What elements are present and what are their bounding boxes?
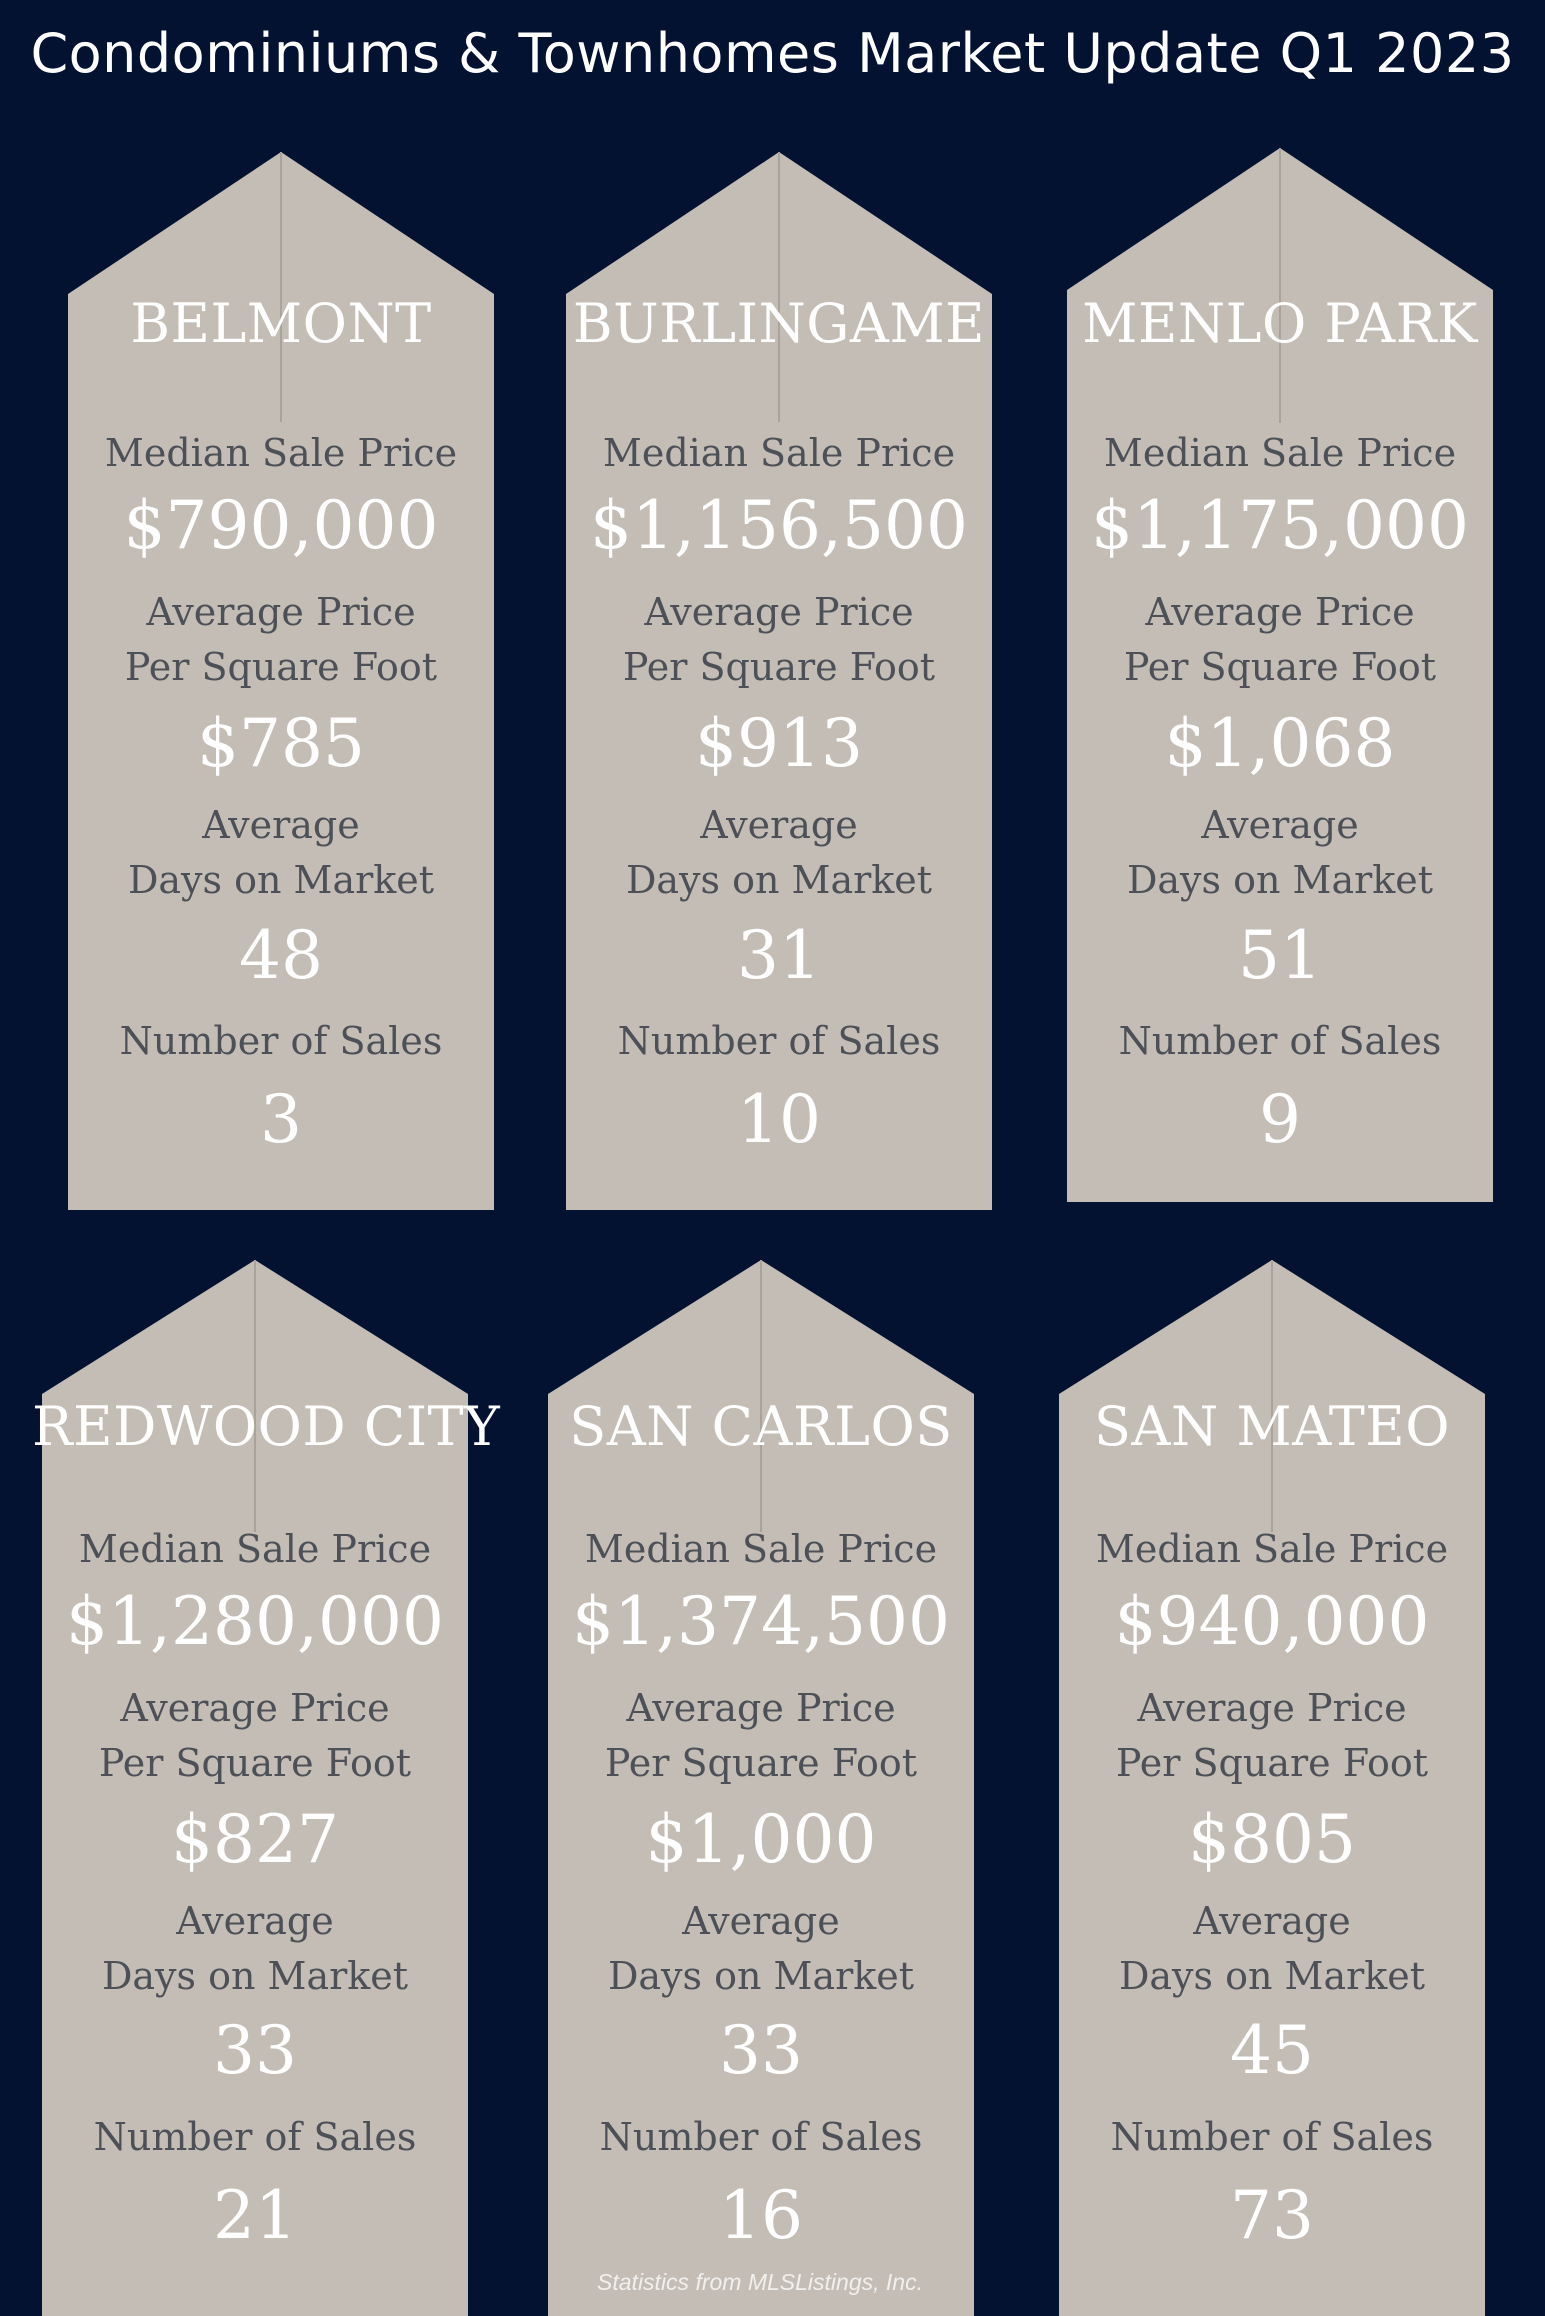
dom-label-line2: Days on Market <box>625 858 933 902</box>
ppsf-value: $785 <box>197 705 365 782</box>
ppsf-label-line2: Per Square Foot <box>622 645 936 689</box>
dom-value: 48 <box>239 917 323 994</box>
city-name: BURLINGAME <box>572 292 986 355</box>
sales-value: 9 <box>1259 1081 1301 1158</box>
sales-value: 3 <box>260 1081 302 1158</box>
dom-value: 45 <box>1230 2012 1314 2089</box>
median-value: $790,000 <box>123 487 439 564</box>
dom-value: 51 <box>1238 917 1322 994</box>
city-card-menlo-park <box>1067 148 1493 1202</box>
city-card-redwood-city <box>32 1260 501 2316</box>
ppsf-value: $805 <box>1188 1801 1356 1878</box>
dom-label-line1: Average <box>700 803 858 847</box>
median-label: Median Sale Price <box>1095 1527 1449 1571</box>
ppsf-label-line1: Average Price <box>1145 590 1415 634</box>
dom-label-line1: Average <box>176 1899 334 1943</box>
page-title: Condominiums & Townhomes Market Update Q1 2023 <box>30 22 1515 85</box>
sales-value: 21 <box>213 2177 297 2254</box>
median-label: Median Sale Price <box>104 431 458 475</box>
dom-label-line1: Average <box>202 803 360 847</box>
city-name: MENLO PARK <box>1082 292 1478 355</box>
sales-label: Number of Sales <box>1110 2115 1434 2159</box>
ppsf-label-line2: Per Square Foot <box>604 1741 918 1785</box>
dom-label-line2: Days on Market <box>1118 1954 1426 1998</box>
ppsf-label-line1: Average Price <box>644 590 914 634</box>
ppsf-label-line2: Per Square Foot <box>124 645 438 689</box>
dom-value: 31 <box>737 917 821 994</box>
city-card-belmont <box>68 152 494 1210</box>
median-value: $1,175,000 <box>1091 487 1469 564</box>
ppsf-label-line1: Average Price <box>1137 1686 1407 1730</box>
median-value: $1,280,000 <box>66 1583 444 1660</box>
ppsf-value: $827 <box>171 1801 339 1878</box>
source-footnote: Statistics from MLSListings, Inc. <box>597 2269 923 2295</box>
median-value: $1,156,500 <box>590 487 968 564</box>
dom-label-line1: Average <box>1201 803 1359 847</box>
city-name: REDWOOD CITY <box>32 1395 501 1458</box>
ppsf-label-line2: Per Square Foot <box>98 1741 412 1785</box>
ppsf-value: $913 <box>695 705 863 782</box>
median-label: Median Sale Price <box>78 1527 432 1571</box>
ppsf-label-line1: Average Price <box>120 1686 390 1730</box>
dom-label-line2: Days on Market <box>101 1954 409 1998</box>
median-label: Median Sale Price <box>1103 431 1457 475</box>
ppsf-value: $1,068 <box>1164 705 1396 782</box>
median-value: $940,000 <box>1114 1583 1430 1660</box>
dom-label-line2: Days on Market <box>607 1954 915 1998</box>
city-card-san-mateo <box>1059 1260 1485 2316</box>
sales-value: 16 <box>719 2177 803 2254</box>
ppsf-label-line2: Per Square Foot <box>1123 645 1437 689</box>
median-value: $1,374,500 <box>572 1583 950 1660</box>
dom-label-line2: Days on Market <box>127 858 435 902</box>
dom-label-line2: Days on Market <box>1126 858 1434 902</box>
ppsf-value: $1,000 <box>645 1801 877 1878</box>
city-name: SAN MATEO <box>1094 1395 1450 1458</box>
dom-label-line1: Average <box>682 1899 840 1943</box>
median-label: Median Sale Price <box>584 1527 938 1571</box>
city-name: SAN CARLOS <box>569 1395 953 1458</box>
sales-value: 73 <box>1230 2177 1314 2254</box>
sales-label: Number of Sales <box>119 1019 443 1063</box>
ppsf-label-line2: Per Square Foot <box>1115 1741 1429 1785</box>
sales-label: Number of Sales <box>599 2115 923 2159</box>
dom-label-line1: Average <box>1193 1899 1351 1943</box>
city-card-burlingame <box>566 152 992 1210</box>
city-name: BELMONT <box>130 292 432 355</box>
dom-value: 33 <box>719 2012 803 2089</box>
ppsf-label-line1: Average Price <box>626 1686 896 1730</box>
city-card-san-carlos <box>548 1260 974 2316</box>
ppsf-label-line1: Average Price <box>146 590 416 634</box>
median-label: Median Sale Price <box>602 431 956 475</box>
sales-label: Number of Sales <box>617 1019 941 1063</box>
sales-label: Number of Sales <box>1118 1019 1442 1063</box>
sales-value: 10 <box>737 1081 821 1158</box>
dom-value: 33 <box>213 2012 297 2089</box>
sales-label: Number of Sales <box>93 2115 417 2159</box>
